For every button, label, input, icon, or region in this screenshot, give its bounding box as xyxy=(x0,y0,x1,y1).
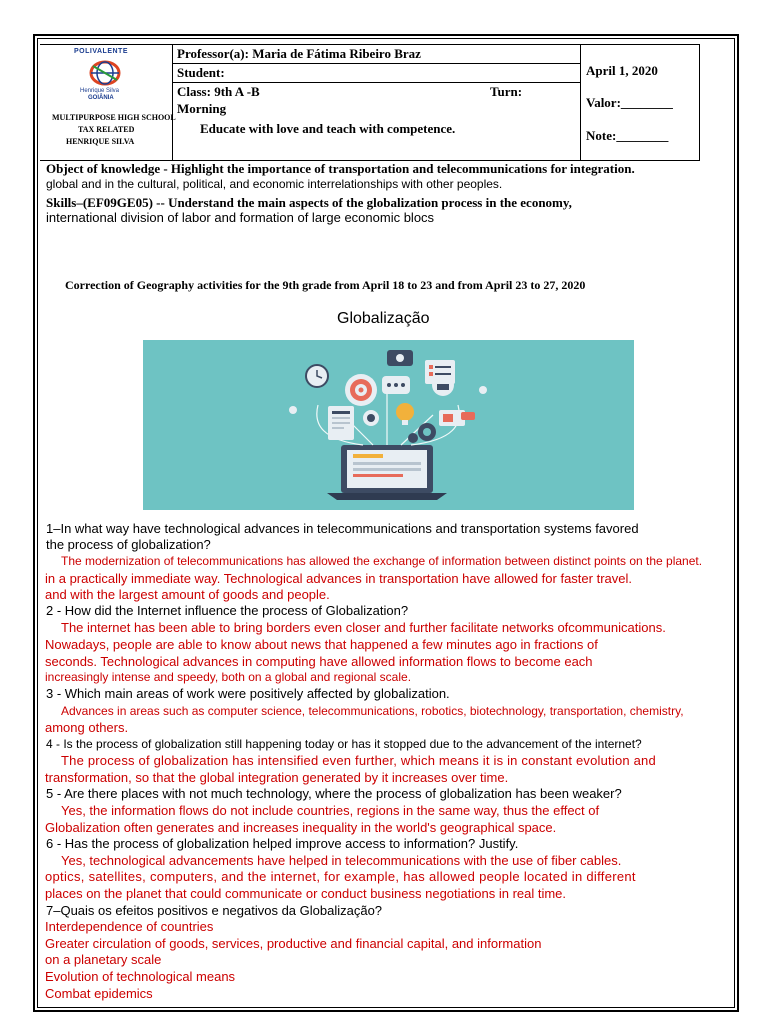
answer-2-line1: The internet has been able to bring borders even closer and further facilitate networks ofcommunications. xyxy=(61,620,666,635)
logo-text-bottom: GOIÂNIA xyxy=(88,95,114,101)
skills-title: Skills–(EF09GE05) -- Understand the main aspects of the globalization process in the economy, xyxy=(46,195,572,210)
school-motto: Educate with love and teach with competence. xyxy=(200,121,456,136)
correction-title: Correction of Geography activities for the 9th grade from April 18 to 23 and from April 23 to 27, 2020 xyxy=(65,278,586,292)
image-title: Globalização xyxy=(337,310,430,327)
question-1-line2: the process of globalization? xyxy=(46,537,211,552)
answer-7-line5: Combat epidemics xyxy=(45,986,153,1001)
answer-1-line1: The modernization of telecommunications has allowed the exchange of information between distinct points on the planet. xyxy=(61,554,703,568)
turn-label: Turn: xyxy=(490,84,523,99)
class-label: Class: 9th A -B xyxy=(177,84,260,99)
header-top-line xyxy=(40,44,700,45)
answer-6-line2: optics, satellites, computers, and the internet, for example, has allowed people located in different xyxy=(45,869,636,884)
logo-text-top: POLIVALENTE xyxy=(74,48,128,55)
header-row-line-2 xyxy=(172,82,580,83)
note-label: Note:________ xyxy=(586,128,669,143)
globalization-illustration xyxy=(143,340,634,510)
answer-4-line2: transformation, so that the global integration generated by it increases over time. xyxy=(45,770,509,785)
answer-7-line3: on a planetary scale xyxy=(45,952,162,967)
answer-2-line4: increasingly intense and speedy, both on a global and regional scale. xyxy=(45,670,412,684)
header-divider-left xyxy=(172,44,173,160)
answer-6-line1: Yes, technological advancements have helped in telecommunications with the use of fiber cables. xyxy=(61,853,622,868)
school-name-line3: HENRIQUE SILVA xyxy=(66,137,135,146)
question-7: 7–Quais os efeitos positivos e negativos da Globalização? xyxy=(46,903,383,918)
answer-3-line1: Advances in areas such as computer science, telecommunications, robotics, biotechnology, transportation, chemistry, xyxy=(61,704,684,718)
question-4: 4 - Is the process of globalization still happening today or has it stopped due to the advancement of the internet? xyxy=(46,737,642,751)
answer-3-line2: among others. xyxy=(45,720,129,735)
question-1-line1: 1–In what way have technological advances in telecommunications and transportation systems favored xyxy=(46,521,639,536)
skills-cont: international division of labor and formation of large economic blocs xyxy=(46,210,435,225)
answer-5-line1: Yes, the information flows do not include countries, regions in the same way, thus the effect of xyxy=(61,803,600,818)
question-2: 2 - How did the Internet influence the process of Globalization? xyxy=(46,603,409,618)
answer-1-line2: in a practically immediate way. Technological advances in transportation have allowed for faster travel. xyxy=(45,571,632,586)
answer-7-line1: Interdependence of countries xyxy=(45,919,214,934)
answer-2-line3: seconds. Technological advances in computing have allowed information flows to become each xyxy=(45,654,593,669)
student-label: Student: xyxy=(177,65,225,80)
answer-7-line2: Greater circulation of goods, services, productive and financial capital, and information xyxy=(45,936,542,951)
morning-label: Morning xyxy=(177,101,227,116)
answer-7-line4: Evolution of technological means xyxy=(45,969,236,984)
object-of-knowledge-cont: global and in the cultural, political, and economic interrelationships with other peoples. xyxy=(46,177,503,191)
school-name-line1: MULTIPURPOSE HIGH SCHOOL xyxy=(52,113,176,122)
object-of-knowledge: Object of knowledge - Highlight the importance of transportation and telecommunications for integration. xyxy=(46,161,635,176)
question-5: 5 - Are there places with not much technology, where the process of globalization has been weaker? xyxy=(46,786,622,801)
date-label: April 1, 2020 xyxy=(586,63,658,78)
question-6: 6 - Has the process of globalization helped improve access to information? Justify. xyxy=(46,836,519,851)
professor-name: Professor(a): Maria de Fátima Ribeiro Braz xyxy=(177,46,421,61)
logo-text-mid: Henrique Silva xyxy=(80,88,120,94)
answer-1-line3: and with the largest amount of goods and people. xyxy=(45,587,330,602)
school-logo xyxy=(70,48,142,104)
globe-logo-icon xyxy=(87,58,123,88)
school-name-line2: TAX RELATED xyxy=(78,125,135,134)
header-right-line xyxy=(699,44,700,160)
answer-4-line1: The process of globalization has intensified even further, which means it is in constant evolution and xyxy=(61,753,656,768)
answer-5-line2: Globalization often generates and increases inequality in the world's geographical space. xyxy=(45,820,557,835)
valor-label: Valor:________ xyxy=(586,95,673,110)
question-3: 3 - Which main areas of work were positively affected by globalization. xyxy=(46,686,450,701)
answer-2-line2: Nowadays, people are able to know about news that happened a few minutes ago in fractions of xyxy=(45,637,598,652)
answer-6-line3: places on the planet that could communicate or conduct business negotiations in real time. xyxy=(45,886,567,901)
header-divider-right xyxy=(580,44,581,160)
header-row-line-1 xyxy=(172,63,580,64)
